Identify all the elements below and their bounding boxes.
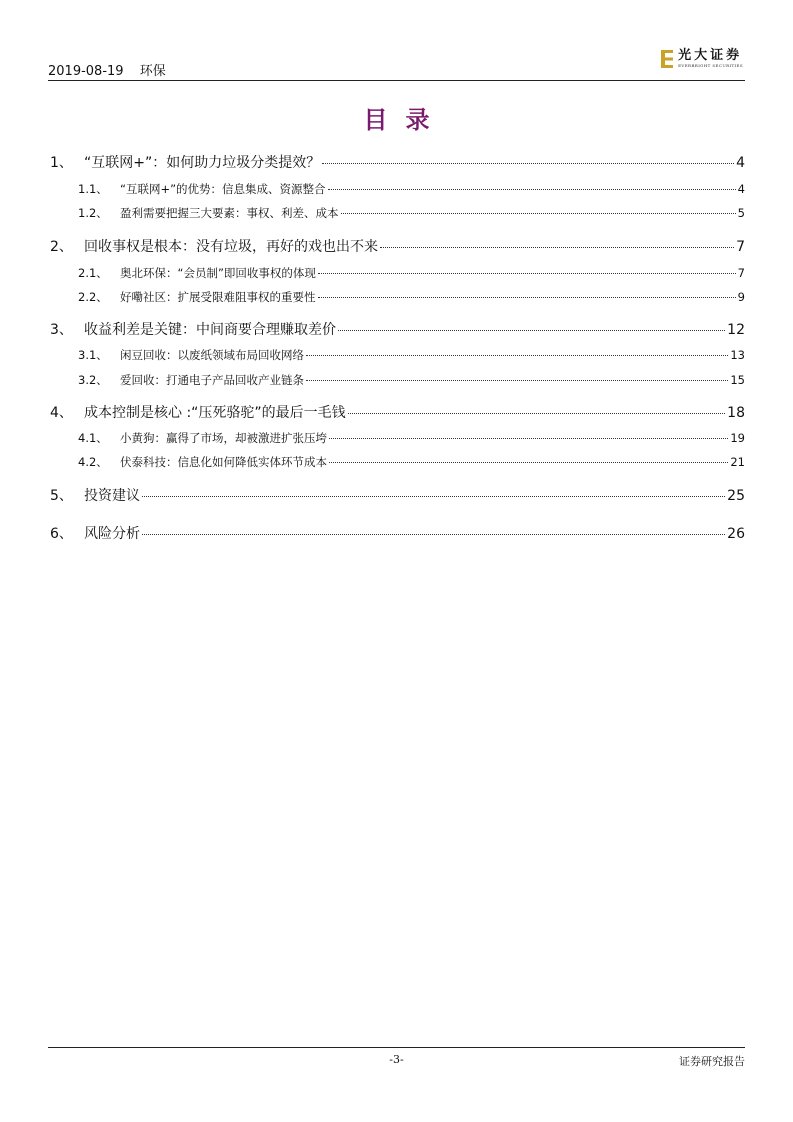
toc-page: 4 [737, 182, 745, 196]
toc-text: 伏泰科技：信息化如何降低实体环节成本 [120, 455, 327, 469]
header-info [48, 60, 178, 79]
toc-leader-dots [318, 297, 736, 298]
toc-number: 3.2、 [78, 373, 108, 387]
toc-number: 5、 [50, 488, 73, 504]
toc-entry[interactable] [48, 265, 745, 281]
toc-number: 3.1、 [78, 348, 108, 362]
toc-entry[interactable] [48, 430, 745, 446]
toc-page: 4 [736, 155, 745, 171]
toc-number: 3、 [50, 322, 73, 338]
toc-leader-dots [328, 189, 736, 190]
toc-page: 18 [727, 405, 745, 421]
toc-leader-dots [341, 213, 736, 214]
toc-leader-dots [380, 247, 734, 248]
toc-leader-dots [348, 413, 726, 414]
toc-leader-dots [142, 534, 725, 535]
toc-number: 4.2、 [78, 455, 108, 469]
toc-number: 6、 [50, 526, 73, 542]
toc-page: 12 [727, 322, 745, 338]
toc-number: 4、 [50, 405, 73, 421]
toc-leader-dots [322, 163, 734, 164]
footer-divider [48, 1047, 745, 1048]
toc-text: “互联网+”：如何助力垃圾分类提效？ [84, 155, 321, 171]
toc-page: 5 [737, 206, 745, 220]
toc-number: 2、 [50, 239, 73, 255]
toc-text: 回收事权是根本：没有垃圾，再好的戏也出不来 [84, 239, 378, 255]
toc-page: 21 [730, 455, 745, 469]
toc-number: 1.2、 [78, 206, 108, 220]
toc-entry[interactable] [48, 523, 745, 543]
toc-leader-dots [329, 438, 728, 439]
toc-entry[interactable] [48, 205, 745, 221]
toc-text: 奥北环保：“会员制”即回收事权的体现 [120, 266, 316, 280]
toc-number: 2.2、 [78, 290, 108, 304]
toc-number: 1.1、 [78, 182, 108, 196]
logo-mark-icon [661, 50, 673, 68]
toc-leader-dots [338, 330, 725, 331]
toc-title: 目录 [363, 106, 448, 134]
toc-text: 风险分析 [84, 526, 140, 542]
report-sector: 环保 [139, 64, 166, 79]
toc-number: 4.1、 [78, 431, 108, 445]
toc-entry[interactable] [48, 152, 745, 172]
everbright-logo [661, 48, 743, 74]
toc-entry[interactable] [48, 485, 745, 505]
toc-text: 收益利差是关键：中间商要合理赚取差价 [84, 322, 336, 338]
toc-text: 爱回收：打通电子产品回收产业链条 [120, 373, 304, 387]
toc-text: 闲豆回收：以废纸领域布局回收网络 [120, 348, 304, 362]
toc-leader-dots [329, 462, 728, 463]
logo-english-text: EVERBRIGHT SECURITIES [678, 63, 743, 68]
toc-text: 小黄狗：赢得了市场，却被激进扩张压垮 [120, 431, 327, 445]
toc-page: 26 [727, 526, 745, 542]
toc-entry[interactable] [48, 372, 745, 388]
toc-entry[interactable] [48, 402, 745, 422]
toc-text: “互联网+”的优势：信息集成、资源整合 [120, 182, 326, 196]
toc-page: 13 [730, 348, 745, 362]
toc-page: 7 [737, 266, 745, 280]
report-date: 2019-08-19 [48, 64, 124, 79]
toc-text: 盈利需要把握三大要素：事权、利差、成本 [120, 206, 339, 220]
footer-page-number: -3- [389, 1053, 404, 1066]
toc-number: 2.1、 [78, 266, 108, 280]
toc-page: 25 [727, 488, 745, 504]
logo-chinese-text: 光大证券 [678, 48, 743, 63]
toc-entry[interactable] [48, 347, 745, 363]
toc-entry[interactable] [48, 319, 745, 339]
toc-page: 15 [730, 373, 745, 387]
toc-entry[interactable] [48, 289, 745, 305]
toc-entry[interactable] [48, 454, 745, 470]
toc-number: 1、 [50, 155, 73, 171]
toc-leader-dots [306, 355, 728, 356]
toc-entry[interactable] [48, 236, 745, 256]
toc-page: 9 [737, 290, 745, 304]
toc-leader-dots [142, 496, 725, 497]
page-header [48, 48, 745, 81]
footer-label: 证券研究报告 [679, 1055, 745, 1068]
toc-text: 好嘞社区：扩展受限难阻事权的重要性 [120, 290, 316, 304]
toc-leader-dots [318, 273, 736, 274]
toc-text: 成本控制是核心 :“压死骆驼”的最后一毛钱 [84, 405, 346, 421]
toc-leader-dots [306, 380, 728, 381]
toc-entry[interactable] [48, 181, 745, 197]
toc-page: 7 [736, 239, 745, 255]
toc-page: 19 [730, 431, 745, 445]
toc-text: 投资建议 [84, 488, 140, 504]
